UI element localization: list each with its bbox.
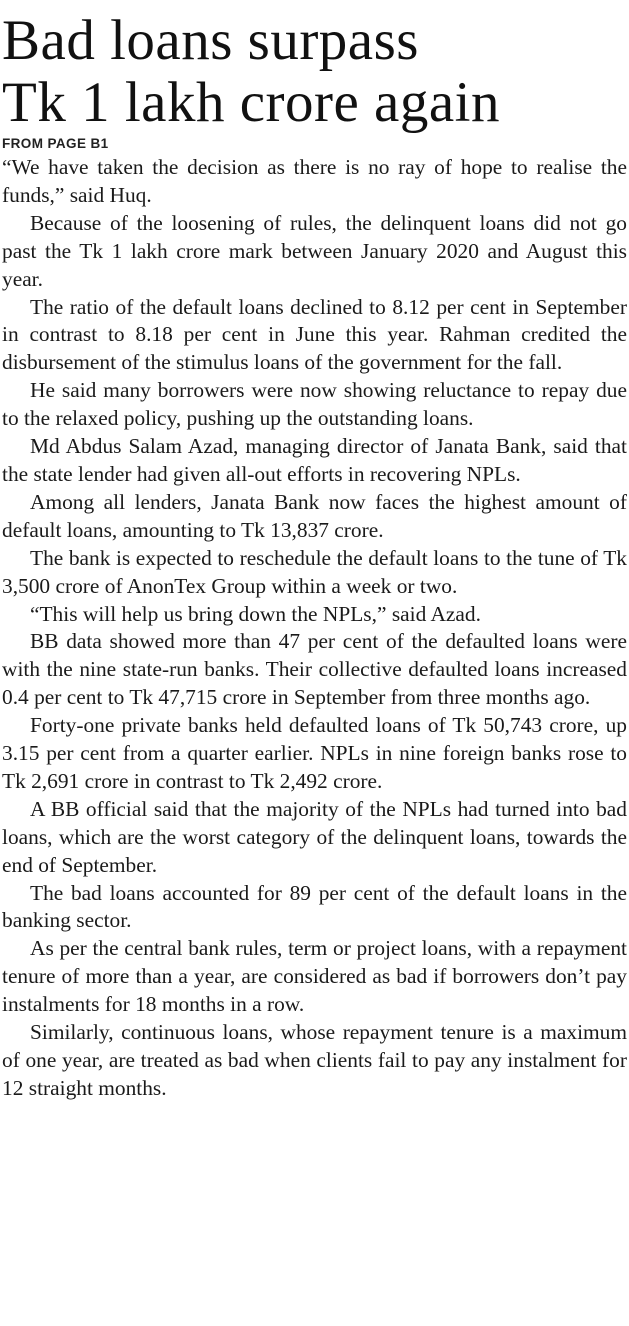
paragraph-1: “We have taken the decision as there is no ray of hope to realise the funds,” said Huq. [2,155,627,207]
article-body [2,154,627,1103]
jump-line: FROM PAGE B1 [2,136,109,151]
paragraph-9: BB data showed more than 47 per cent of the defaulted loans were with the nine state-run banks. Their collective defaulted loans increased 0.4 per cent to Tk 47,715 crore in September from three months ago. [2,629,627,710]
paragraph-2: Because of the loosening of rules, the delinquent loans did not go past the Tk 1 lakh crore mark between January 2020 and August this year. [2,210,627,291]
headline-line-2: Tk 1 lakh crore again [2,71,500,134]
paragraph-5: Md Abdus Salam Azad, managing director of Janata Bank, said that the state lender had given all-out efforts in recovering NPLs. [2,434,627,486]
paragraph-7: The bank is expected to reschedule the default loans to the tune of Tk 3,500 crore of AnonTex Group within a week or two. [2,545,627,598]
paragraph-14: Similarly, continuous loans, whose repayment tenure is a maximum of one year, are treated as bad when clients fail to pay any instalment for 12 straight months. [2,1020,627,1100]
paragraph-10: Forty-one private banks held defaulted loans of Tk 50,743 crore, up 3.15 per cent from a quarter earlier. NPLs in nine foreign banks rose to Tk 2,691 crore in contrast to Tk 2,492 crore. [2,713,627,793]
news-article [2,10,627,1103]
paragraph-6: Among all lenders, Janata Bank now faces the highest amount of default loans, amounting to Tk 13,837 crore. [2,489,627,542]
paragraph-13: As per the central bank rules, term or project loans, with a repayment tenure of more than a year, are considered as bad if borrowers don’t pay instalments for 18 months in a row. [2,936,627,1017]
paragraph-12: The bad loans accounted for 89 per cent of the default loans in the banking sector. [2,880,627,933]
paragraph-3: The ratio of the default loans declined to 8.12 per cent in September in contrast to 8.18 per cent in June this year. Rahman credited the disbursement of the stimulus loans of the government for the fall. [2,294,627,375]
paragraph-11: A BB official said that the majority of the NPLs had turned into bad loans, which are the worst category of the delinquent loans, towards the end of September. [2,796,627,877]
headline-line-1: Bad loans surpass [2,9,419,72]
paragraph-8: “This will help us bring down the NPLs,” said Azad. [30,601,481,626]
article-headline [2,10,627,134]
paragraph-4: He said many borrowers were now showing reluctance to repay due to the relaxed policy, pushing up the outstanding loans. [2,378,627,431]
